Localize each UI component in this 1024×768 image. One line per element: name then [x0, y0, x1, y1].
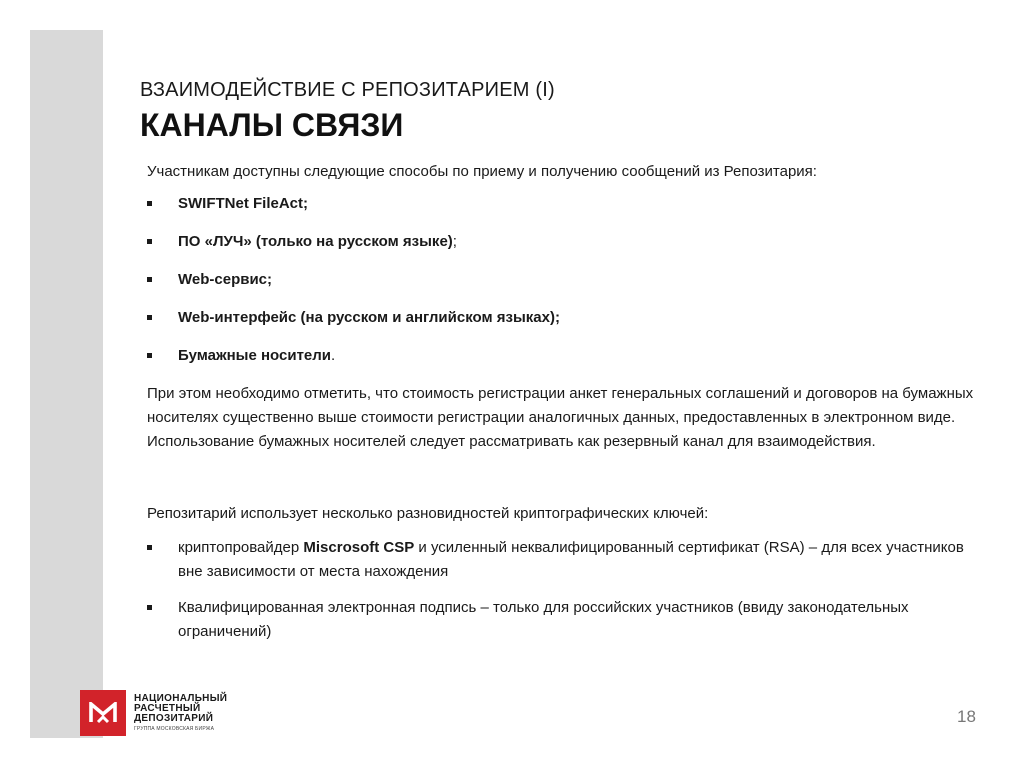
square-bullet-icon: [147, 315, 152, 320]
square-bullet-icon: [147, 277, 152, 282]
logo-line-2: РАСЧЕТНЫЙ: [134, 703, 201, 714]
square-bullet-icon: [147, 605, 152, 610]
channels-intro: Участникам доступны следующие способы по приему и получению сообщений из Репозитария:: [147, 163, 817, 180]
slide-header: [140, 76, 555, 144]
keys-intro: Репозитарий использует несколько разновидностей криптографических ключей:: [147, 505, 709, 522]
list-item: [147, 268, 987, 292]
key-text-bold: Miscrosoft CSP: [303, 539, 415, 556]
key-text-before: Квалифицированная электронная подпись – только для российских участников (ввиду законодательных ограничений): [178, 599, 909, 640]
key-text-after: и усиленный неквалифицированный сертификат (RSA) – для всех участников вне зависимости от места нахождения: [178, 539, 964, 580]
list-item: [147, 344, 987, 368]
channels-list: [147, 192, 987, 368]
list-item: [147, 306, 987, 330]
square-bullet-icon: [147, 201, 152, 206]
channel-name: Web-сервис;: [178, 271, 273, 288]
channel-suffix: ;: [452, 233, 457, 250]
list-item: [147, 230, 987, 254]
channel-name: Web-интерфейс (на русском и английском языках);: [178, 309, 560, 326]
logo-text: [134, 694, 227, 732]
list-item: [147, 536, 987, 584]
logo-line-1: НАЦИОНАЛЬНЫЙ: [134, 693, 228, 704]
square-bullet-icon: [147, 239, 152, 244]
logo-mark-icon: [80, 690, 126, 736]
cost-note: При этом необходимо отметить, что стоимость регистрации анкет генеральных соглашений и договоров на бумажных носителях существенно выше стоимости регистрации аналогичных данных, предоставленных в электронном виде. Использование бумажных носителей следует рассматривать как резервный канал для взаимодействия.: [147, 385, 974, 450]
company-logo: [80, 690, 227, 736]
list-item: [147, 596, 987, 644]
slide-subtitle: ВЗАИМОДЕЙСТВИЕ С РЕПОЗИТАРИЕМ (I): [140, 79, 555, 101]
left-decorative-bar: [30, 30, 103, 738]
page-number: 18: [957, 707, 976, 726]
list-item: [147, 192, 987, 216]
channel-name: SWIFTNet FileAct;: [178, 195, 308, 212]
channel-name: ПО «ЛУЧ» (только на русском языке): [178, 233, 453, 250]
channel-suffix: .: [331, 347, 336, 364]
slide-content: [147, 160, 987, 656]
logo-emblem-icon: [88, 702, 118, 724]
keys-list: [147, 536, 987, 644]
slide-title: КАНАЛЫ СВЯЗИ: [140, 107, 404, 143]
square-bullet-icon: [147, 545, 152, 550]
logo-subline: ГРУППА МОСКОВСКАЯ БИРЖА: [134, 726, 215, 732]
logo-line-3: ДЕПОЗИТАРИЙ: [134, 713, 214, 724]
square-bullet-icon: [147, 353, 152, 358]
channel-name: Бумажные носители: [178, 347, 332, 364]
key-text-before: криптопровайдер: [178, 539, 304, 556]
